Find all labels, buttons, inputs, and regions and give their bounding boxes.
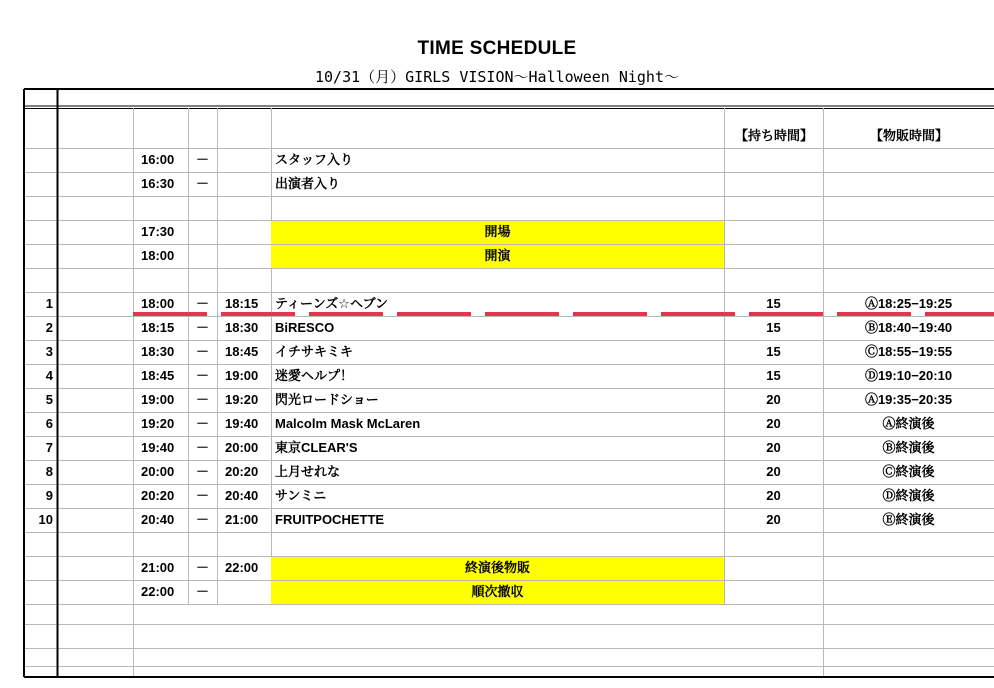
start-time: 18:15 — [141, 320, 175, 335]
end-time: 20:20 — [225, 464, 259, 479]
start-time: 19:20 — [141, 416, 175, 431]
duration-value: 20 — [766, 512, 781, 527]
duration-value — [724, 196, 823, 220]
duration-value: 15 — [766, 296, 781, 311]
duration-value: 15 — [766, 320, 781, 335]
end-time: 18:30 — [225, 320, 259, 335]
time-dash: － — [195, 152, 209, 167]
time-dash — [188, 532, 217, 556]
annotation-dashed-line — [133, 312, 994, 316]
time-dash: － — [195, 512, 209, 527]
row-number: 2 — [45, 320, 53, 335]
duration-value — [724, 244, 823, 268]
merch-time — [823, 580, 994, 604]
start-time: 16:30 — [141, 176, 175, 191]
merch-time: Ⓐ19:35−20:35 — [864, 392, 953, 407]
performer-name: 出演者入り — [275, 176, 341, 191]
duration-value: 20 — [766, 392, 781, 407]
end-time — [225, 148, 271, 172]
time-dash — [188, 268, 217, 292]
row-number — [24, 244, 53, 268]
merch-time — [823, 556, 994, 580]
start-time: 18:00 — [141, 248, 175, 263]
start-time — [141, 532, 188, 556]
time-dash: － — [195, 320, 209, 335]
start-time — [141, 196, 188, 220]
duration-value — [724, 172, 823, 196]
row-number — [24, 268, 53, 292]
performer-name: 閃光ロードショー — [275, 392, 379, 407]
start-time — [141, 268, 188, 292]
start-time: 19:00 — [141, 392, 175, 407]
row-number — [24, 172, 53, 196]
end-time: 19:40 — [225, 416, 259, 431]
end-time — [225, 244, 271, 268]
start-time: 18:00 — [141, 296, 175, 311]
performer-name: BiRESCO — [275, 320, 335, 335]
duration-value: 20 — [766, 440, 781, 455]
end-time — [225, 580, 271, 604]
start-time: 20:20 — [141, 488, 175, 503]
time-dash: － — [195, 392, 209, 407]
duration-value — [724, 268, 823, 292]
performer-name — [275, 196, 724, 220]
time-dash — [188, 244, 217, 268]
time-dash: － — [195, 368, 209, 383]
duration-value: 20 — [766, 416, 781, 431]
performer-name: サンミニ — [275, 488, 327, 503]
duration-value: 15 — [766, 368, 781, 383]
performer-name: 終演後物販 — [464, 560, 530, 575]
merch-time: Ⓑ終演後 — [882, 440, 935, 455]
row-number: 3 — [45, 344, 53, 359]
merch-time — [823, 532, 994, 556]
start-time: 20:00 — [141, 464, 175, 479]
row-number — [24, 580, 53, 604]
time-dash: － — [195, 176, 209, 191]
row-number: 7 — [45, 440, 53, 455]
performer-name — [275, 268, 724, 292]
merch-time: Ⓐ終演後 — [882, 416, 935, 431]
duration-value: 20 — [766, 488, 781, 503]
duration-value — [724, 148, 823, 172]
end-time — [225, 532, 271, 556]
merch-time: Ⓐ18:25−19:25 — [864, 296, 953, 311]
end-time — [225, 196, 271, 220]
merch-time: Ⓒ終演後 — [882, 464, 935, 479]
start-time: 18:30 — [141, 344, 175, 359]
merch-time — [823, 220, 994, 244]
start-time: 20:40 — [141, 512, 175, 527]
performer-name: ティーンズ☆ヘブン — [275, 296, 389, 311]
merch-time — [823, 268, 994, 292]
time-dash: － — [195, 296, 209, 311]
merch-time: Ⓓ終演後 — [882, 488, 935, 503]
duration-value — [724, 532, 823, 556]
duration-value — [724, 220, 823, 244]
header-merch: 【物販時間】 — [869, 128, 948, 143]
time-dash: － — [195, 416, 209, 431]
start-time: 17:30 — [141, 224, 175, 239]
performer-name: 上月せれな — [275, 464, 341, 479]
end-time — [225, 220, 271, 244]
row-number: 5 — [45, 392, 53, 407]
end-time — [225, 172, 271, 196]
end-time: 18:45 — [225, 344, 259, 359]
row-number — [24, 196, 53, 220]
time-dash: － — [195, 344, 209, 359]
row-number: 1 — [45, 296, 53, 311]
merch-time — [823, 148, 994, 172]
row-number: 6 — [45, 416, 53, 431]
merch-time: Ⓔ終演後 — [882, 512, 935, 527]
time-dash — [188, 196, 217, 220]
duration-value: 15 — [766, 344, 781, 359]
row-number — [24, 220, 53, 244]
end-time: 20:00 — [225, 440, 259, 455]
start-time: 18:45 — [141, 368, 175, 383]
end-time: 20:40 — [225, 488, 259, 503]
time-dash: － — [195, 464, 209, 479]
end-time: 19:00 — [225, 368, 259, 383]
performer-name: 順次撤収 — [471, 584, 524, 599]
time-dash: － — [195, 560, 209, 575]
time-dash — [188, 220, 217, 244]
row-number — [24, 556, 53, 580]
row-number: 4 — [45, 368, 53, 383]
duration-value — [724, 556, 823, 580]
duration-value — [724, 580, 823, 604]
performer-name: スタッフ入り — [275, 152, 354, 167]
end-time: 22:00 — [225, 560, 259, 575]
performer-name: 東京CLEAR'S — [275, 440, 358, 455]
performer-name: イチサキミキ — [275, 344, 354, 359]
merch-time — [823, 196, 994, 220]
performer-name: 開演 — [484, 248, 511, 263]
time-dash: － — [195, 488, 209, 503]
merch-time: Ⓑ18:40−19:40 — [864, 320, 953, 335]
end-time: 19:20 — [225, 392, 259, 407]
performer-name: 開場 — [484, 224, 511, 239]
start-time: 21:00 — [141, 560, 175, 575]
row-number: 10 — [38, 512, 53, 527]
row-number: 9 — [45, 488, 53, 503]
start-time: 16:00 — [141, 152, 175, 167]
performer-name — [275, 532, 724, 556]
row-number: 8 — [45, 464, 53, 479]
end-time: 21:00 — [225, 512, 259, 527]
start-time: 19:40 — [141, 440, 175, 455]
row-number — [24, 148, 53, 172]
header-duration: 【持ち時間】 — [734, 128, 813, 143]
event-subtitle: 10/31（月）GIRLS VISION～Halloween Night～ — [315, 68, 679, 86]
performer-name: 迷愛ヘルプ！ — [275, 368, 354, 383]
end-time — [225, 268, 271, 292]
end-time: 18:15 — [225, 296, 259, 311]
merch-time: Ⓓ19:10−20:10 — [864, 368, 953, 383]
duration-value: 20 — [766, 464, 781, 479]
merch-time — [823, 172, 994, 196]
merch-time: Ⓒ18:55−19:55 — [864, 344, 953, 359]
start-time: 22:00 — [141, 584, 175, 599]
time-dash: － — [195, 584, 209, 599]
merch-time — [823, 244, 994, 268]
row-number — [24, 532, 53, 556]
performer-name: Malcolm Mask McLaren — [275, 416, 421, 431]
page-title: TIME SCHEDULE — [417, 38, 577, 59]
performer-name: FRUITPOCHETTE — [275, 512, 385, 527]
time-dash: － — [195, 440, 209, 455]
